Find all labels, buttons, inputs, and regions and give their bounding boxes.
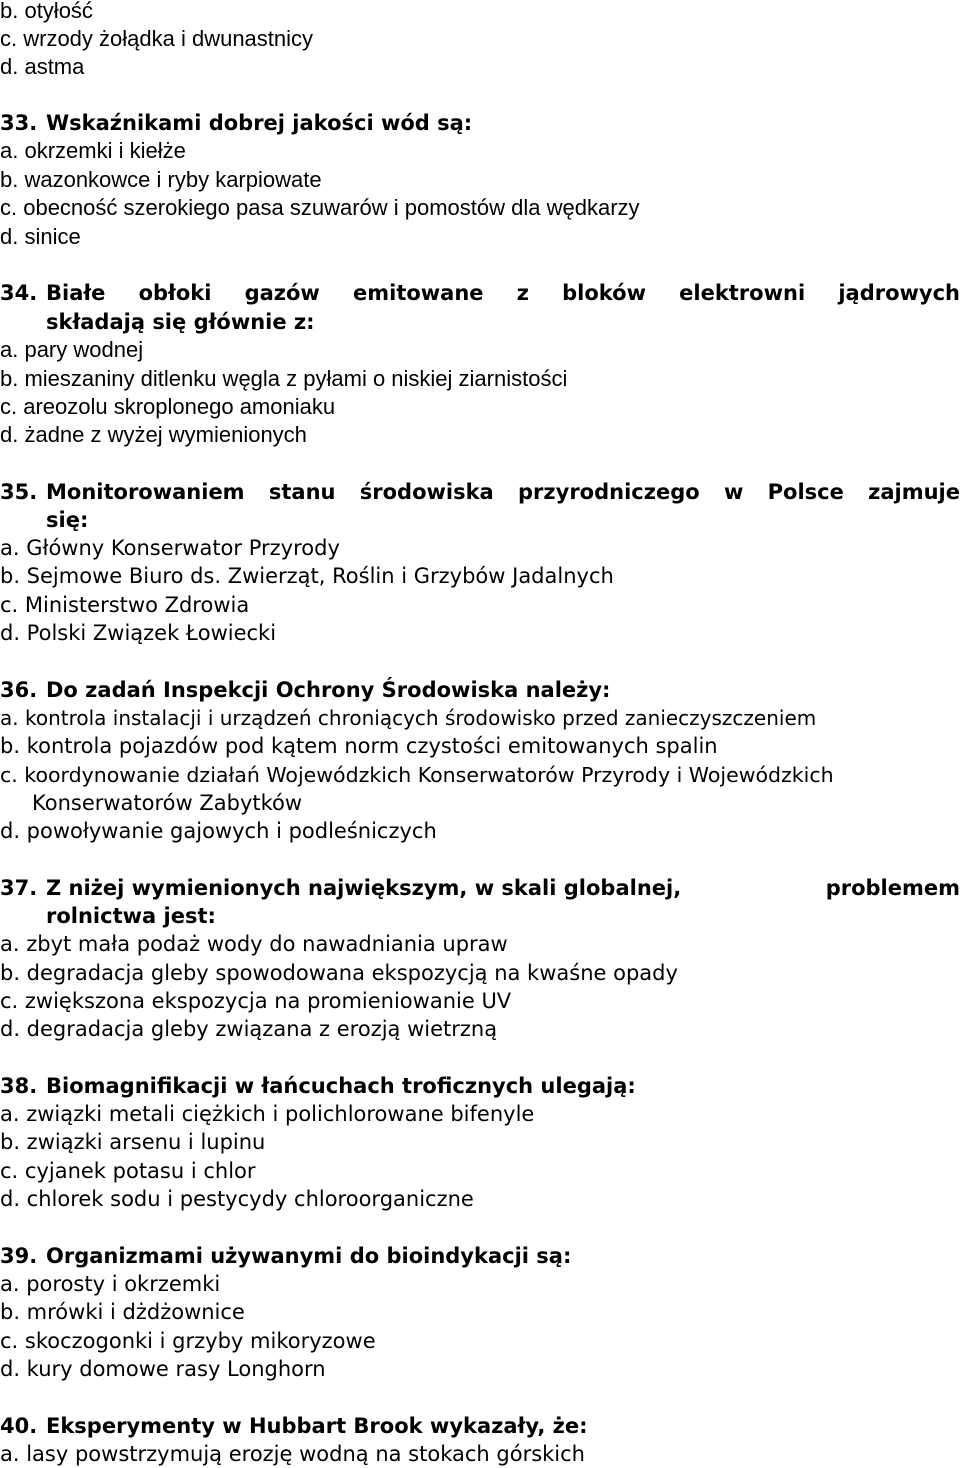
q33-option-b: b. wazonkowce i ryby karpiowate [0,167,322,192]
q39-option-b: b. mrówki i dżdżownice [0,1300,245,1324]
q36-text: Do zadań Inspekcji Ochrony Środowiska należy: [46,678,611,702]
q37-text-line1-part2: problemem [825,876,960,900]
q38-question [0,1072,960,1100]
q36-question [0,676,960,704]
q32-option-c: c. wrzody żołądka i dwunastnicy [0,26,314,51]
q33-text: Wskaźnikami dobrej jakości wód są: [46,111,473,135]
q36-number: 36. [0,678,38,702]
q34-option-c: c. areozolu skroplonego amoniaku [0,394,336,419]
q39-question [0,1242,960,1270]
q37-option-b: b. degradacja gleby spowodowana ekspozycją na kwaśne opady [0,961,678,985]
q38-option-d: d. chlorek sodu i pestycydy chloroorganiczne [0,1187,474,1211]
q38-text: Biomagnifikacji w łańcuchach troficznych ulegają: [46,1074,636,1098]
q33-number: 33. [0,111,38,135]
q34-text-line2: składają się głównie z: [46,310,315,334]
q37-number: 37. [0,876,38,900]
q38-number: 38. [0,1074,38,1098]
q35-number: 35. [0,480,38,504]
q37-option-d: d. degradacja gleby związana z erozją wietrzną [0,1017,498,1041]
q40-question [0,1412,960,1440]
q35-option-a: a. Główny Konserwator Przyrody [0,536,340,560]
q34-option-d: d. żadne z wyżej wymienionych [0,422,307,447]
q35-question [0,478,960,506]
q36-option-c-line1: c. koordynowanie działań Wojewódzkich Konserwatorów Przyrody i Wojewódzkich [0,763,834,787]
q39-text: Organizmami używanymi do bioindykacji są: [46,1244,572,1268]
q33-question [0,109,960,137]
q40-number: 40. [0,1414,38,1438]
q32-option-d: d. astma [0,54,85,79]
q37-text-line1 [46,874,960,902]
q37-text-line1-part1: Z niżej wymienionych największym, w skali globalnej, [46,876,682,900]
q37-text-line2: rolnictwa jest: [46,904,216,928]
q36-option-b: b. kontrola pojazdów pod kątem norm czystości emitowanych spalin [0,734,718,758]
q36-option-c-line2: Konserwatorów Zabytków [32,791,303,815]
q39-number: 39. [0,1244,38,1268]
q34-text-line1: Białe obłoki gazów emitowane z bloków elektrowni jądrowych [46,281,960,305]
q36-option-a: a. kontrola instalacji i urządzeń chroniących środowisko przed zanieczyszczeniem [0,706,817,730]
q37-option-a: a. zbyt mała podaż wody do nawadniania upraw [0,932,508,956]
q38-option-a: a. związki metali ciężkich i polichlorowane bifenyle [0,1102,535,1126]
q34-option-a: a. pary wodnej [0,337,144,362]
q40-option-a: a. lasy powstrzymują erozję wodną na stokach górskich [0,1442,585,1466]
q36-option-d: d. powoływanie gajowych i podleśniczych [0,819,437,843]
q33-option-a: a. okrzemki i kiełże [0,138,186,163]
q40-text: Eksperymenty w Hubbart Brook wykazały, że: [46,1414,588,1438]
q39-option-a: a. porosty i okrzemki [0,1272,221,1296]
q34-number: 34. [0,281,38,305]
q38-option-c: c. cyjanek potasu i chlor [0,1159,256,1183]
q39-option-c: c. skoczogonki i grzyby mikoryzowe [0,1329,376,1353]
q33-option-d: d. sinice [0,224,81,249]
q39-option-d: d. kury domowe rasy Longhorn [0,1357,326,1381]
q37-option-c: c. zwiększona ekspozycja na promieniowanie UV [0,989,512,1013]
q34-question [0,279,960,307]
q35-text-line2: się: [46,508,89,532]
q37-question [0,874,960,902]
q35-option-b: b. Sejmowe Biuro ds. Zwierząt, Roślin i Grzybów Jadalnych [0,564,614,588]
q35-option-d: d. Polski Związek Łowiecki [0,621,277,645]
q38-option-b: b. związki arsenu i lupinu [0,1130,266,1154]
q32-option-b: b. otyłość [0,0,93,23]
q35-option-c: c. Ministerstwo Zdrowia [0,593,250,617]
q33-option-c: c. obecność szerokiego pasa szuwarów i pomostów dla wędkarzy [0,195,640,220]
q35-text-line1: Monitorowaniem stanu środowiska przyrodniczego w Polsce zajmuje [46,480,960,504]
q34-option-b: b. mieszaniny ditlenku węgla z pyłami o niskiej ziarnistości [0,366,568,391]
